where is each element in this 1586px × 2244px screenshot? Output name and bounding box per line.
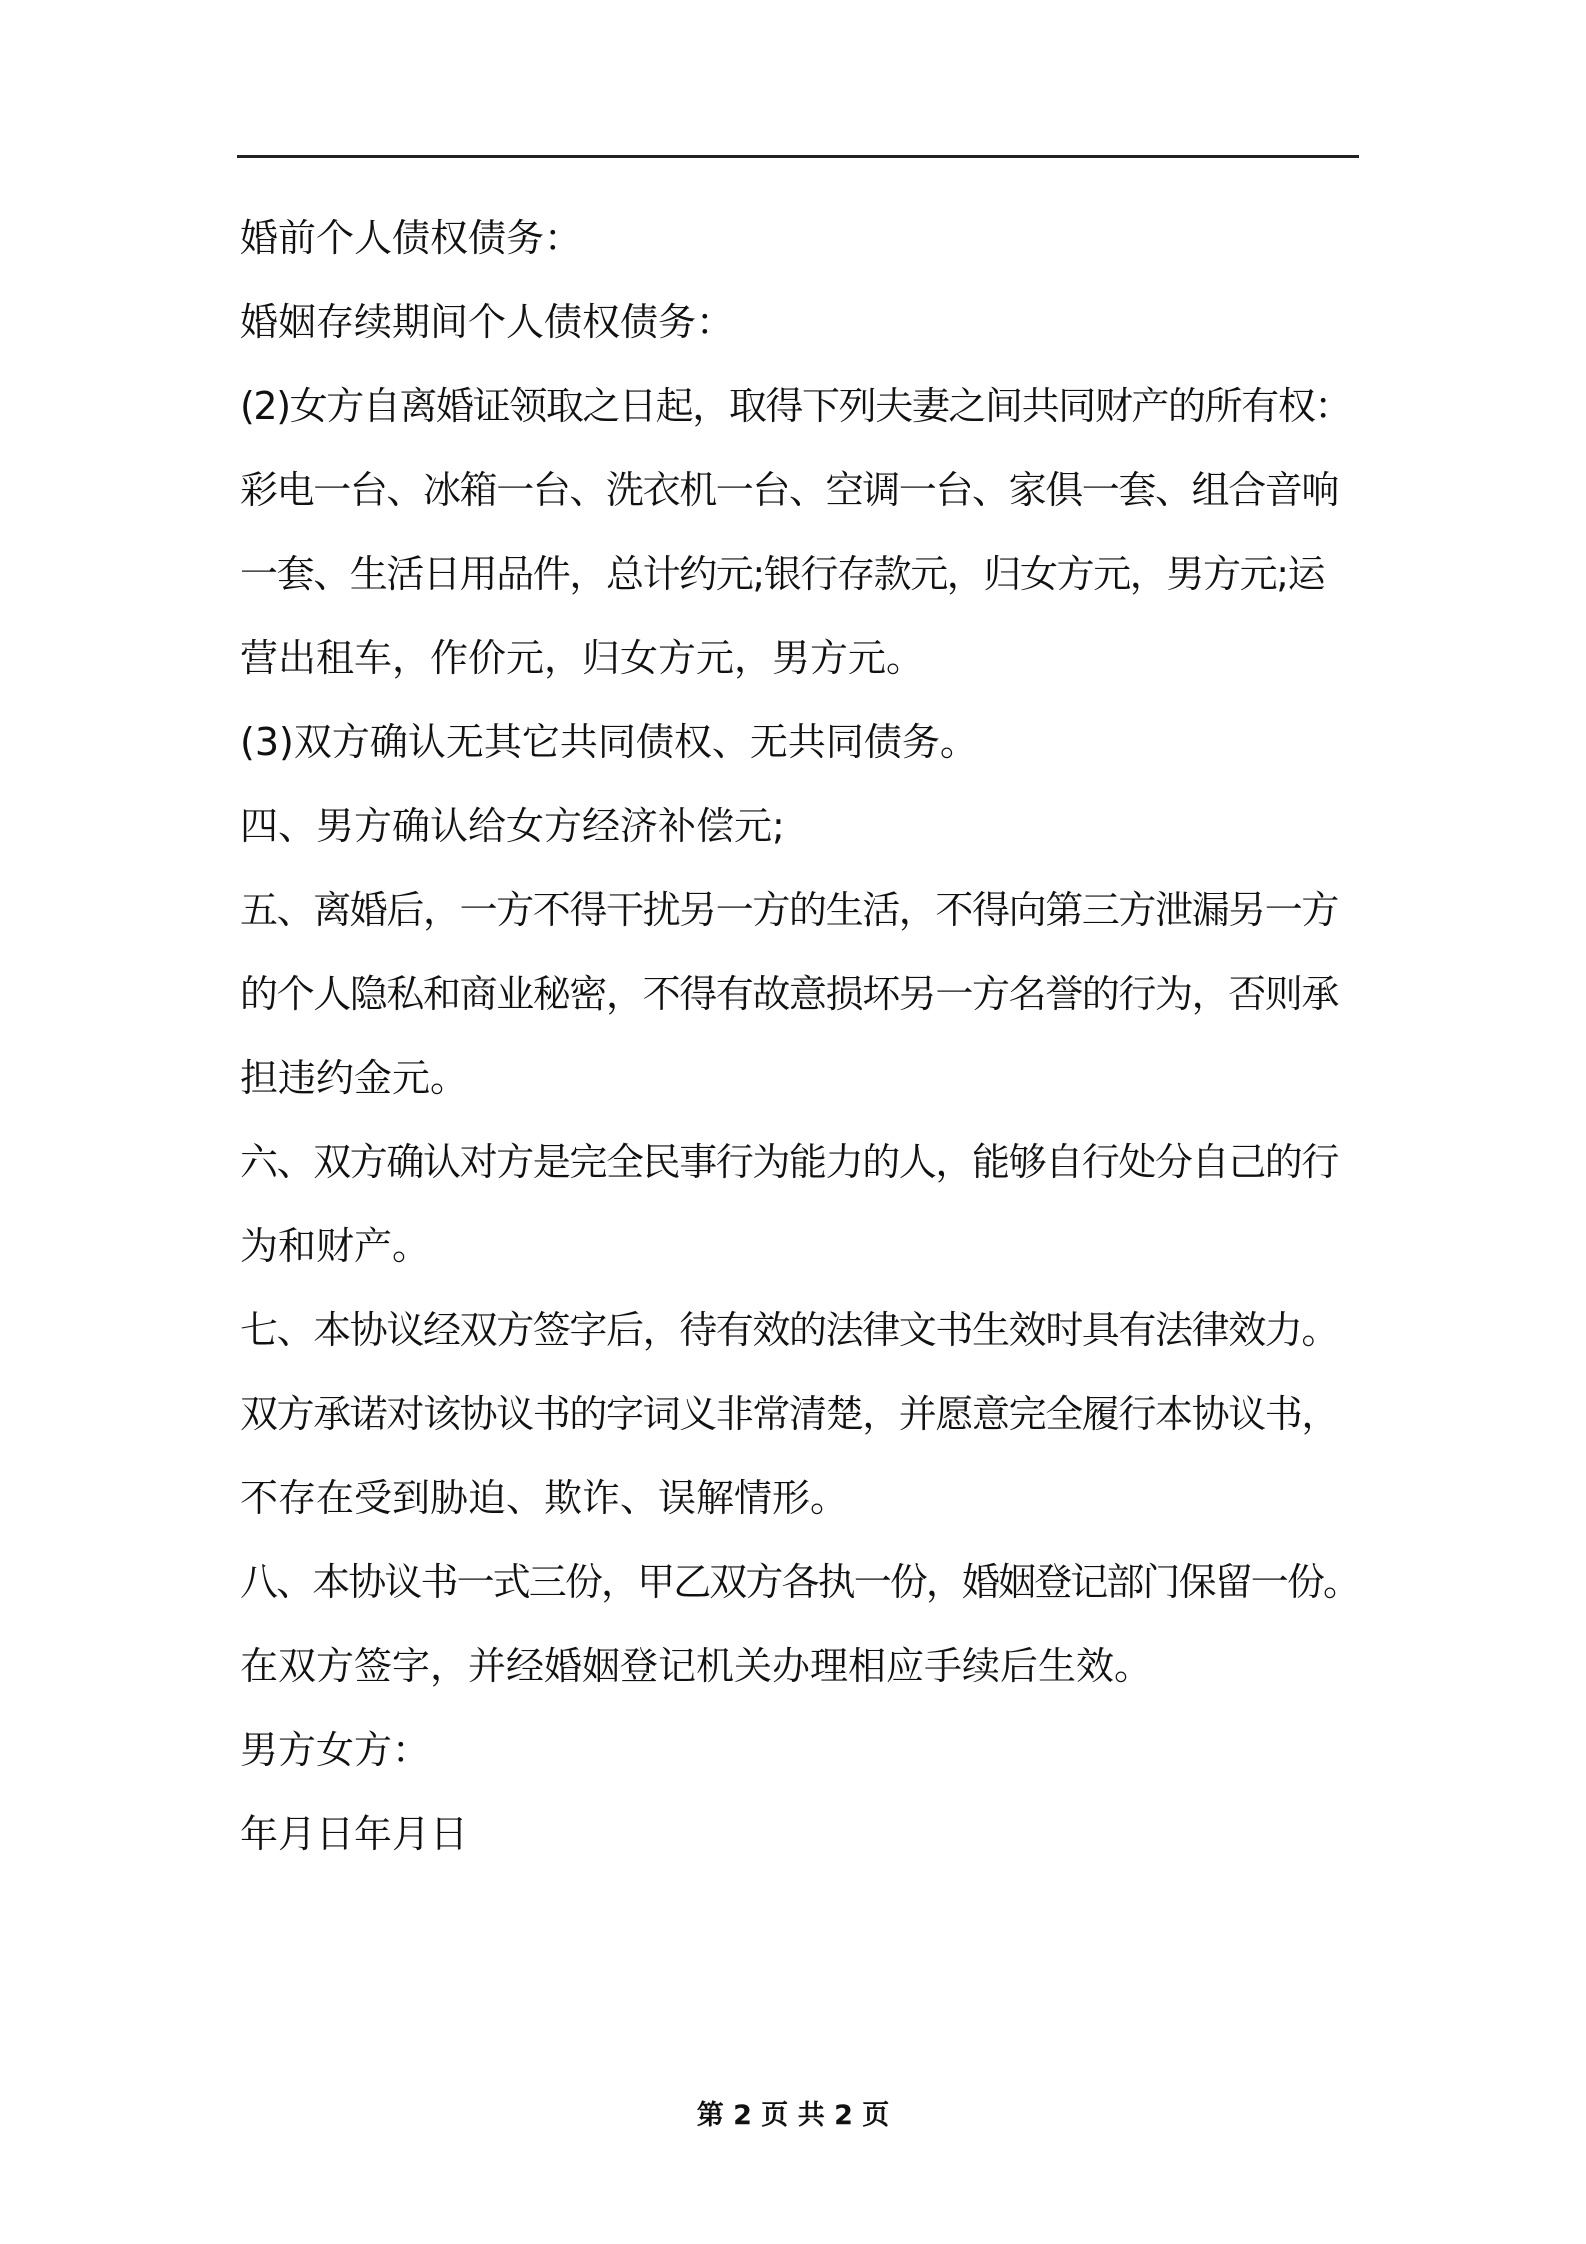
line-clause-2-cont-3: 营出租车，作价元，归女方元，男方元。 <box>240 636 925 680</box>
line-clause-2-cont-1: 彩电一台、冰箱一台、洗衣机一台、空调一台、家俱一套、组合音响 <box>240 468 1339 512</box>
line-article-5-cont-2: 担违约金元。 <box>240 1056 469 1100</box>
line-article-7-cont-2: 不存在受到胁迫、欺诈、误解情形。 <box>240 1476 849 1520</box>
line-article-4: 四、男方确认给女方经济补偿元; <box>240 804 785 848</box>
line-clause-3: (3)双方确认无其它共同债权、无共同债务。 <box>240 720 978 764</box>
line-clause-2-cont-2: 一套、生活日用品件，总计约元;银行存款元，归女方元，男方元;运 <box>240 552 1325 596</box>
header-rule <box>237 155 1359 158</box>
line-article-8: 八、本协议书一式三份，甲乙双方各执一份，婚姻登记部门保留一份。 <box>240 1560 1360 1604</box>
line-article-6-cont: 为和财产。 <box>240 1224 431 1268</box>
line-article-7: 七、本协议经双方签字后，待有效的法律文书生效时具有法律效力。 <box>240 1308 1339 1352</box>
line-premarital-debts: 婚前个人债权债务： <box>240 216 583 260</box>
line-article-5: 五、离婚后，一方不得干扰另一方的生活，不得向第三方泄漏另一方 <box>240 888 1339 932</box>
line-signatures: 男方女方： <box>240 1728 431 1772</box>
line-article-7-cont-1: 双方承诺对该协议书的字词义非常清楚，并愿意完全履行本协议书， <box>240 1392 1339 1436</box>
line-dates: 年月日年月日 <box>240 1812 469 1856</box>
page-number: 第 2 页 共 2 页 <box>696 2100 890 2131</box>
document-body <box>240 196 1365 1876</box>
line-article-6: 六、双方确认对方是完全民事行为能力的人，能够自行处分自己的行 <box>240 1140 1339 1184</box>
line-clause-2: (2)女方自离婚证领取之日起，取得下列夫妻之间共同财产的所有权： <box>240 384 1352 428</box>
line-article-8-cont: 在双方签字，并经婚姻登记机关办理相应手续后生效。 <box>240 1644 1153 1688</box>
line-article-5-cont-1: 的个人隐私和商业秘密，不得有故意损坏另一方名誉的行为，否则承 <box>240 972 1339 1016</box>
line-marriage-period-debts: 婚姻存续期间个人债权债务： <box>240 300 735 344</box>
